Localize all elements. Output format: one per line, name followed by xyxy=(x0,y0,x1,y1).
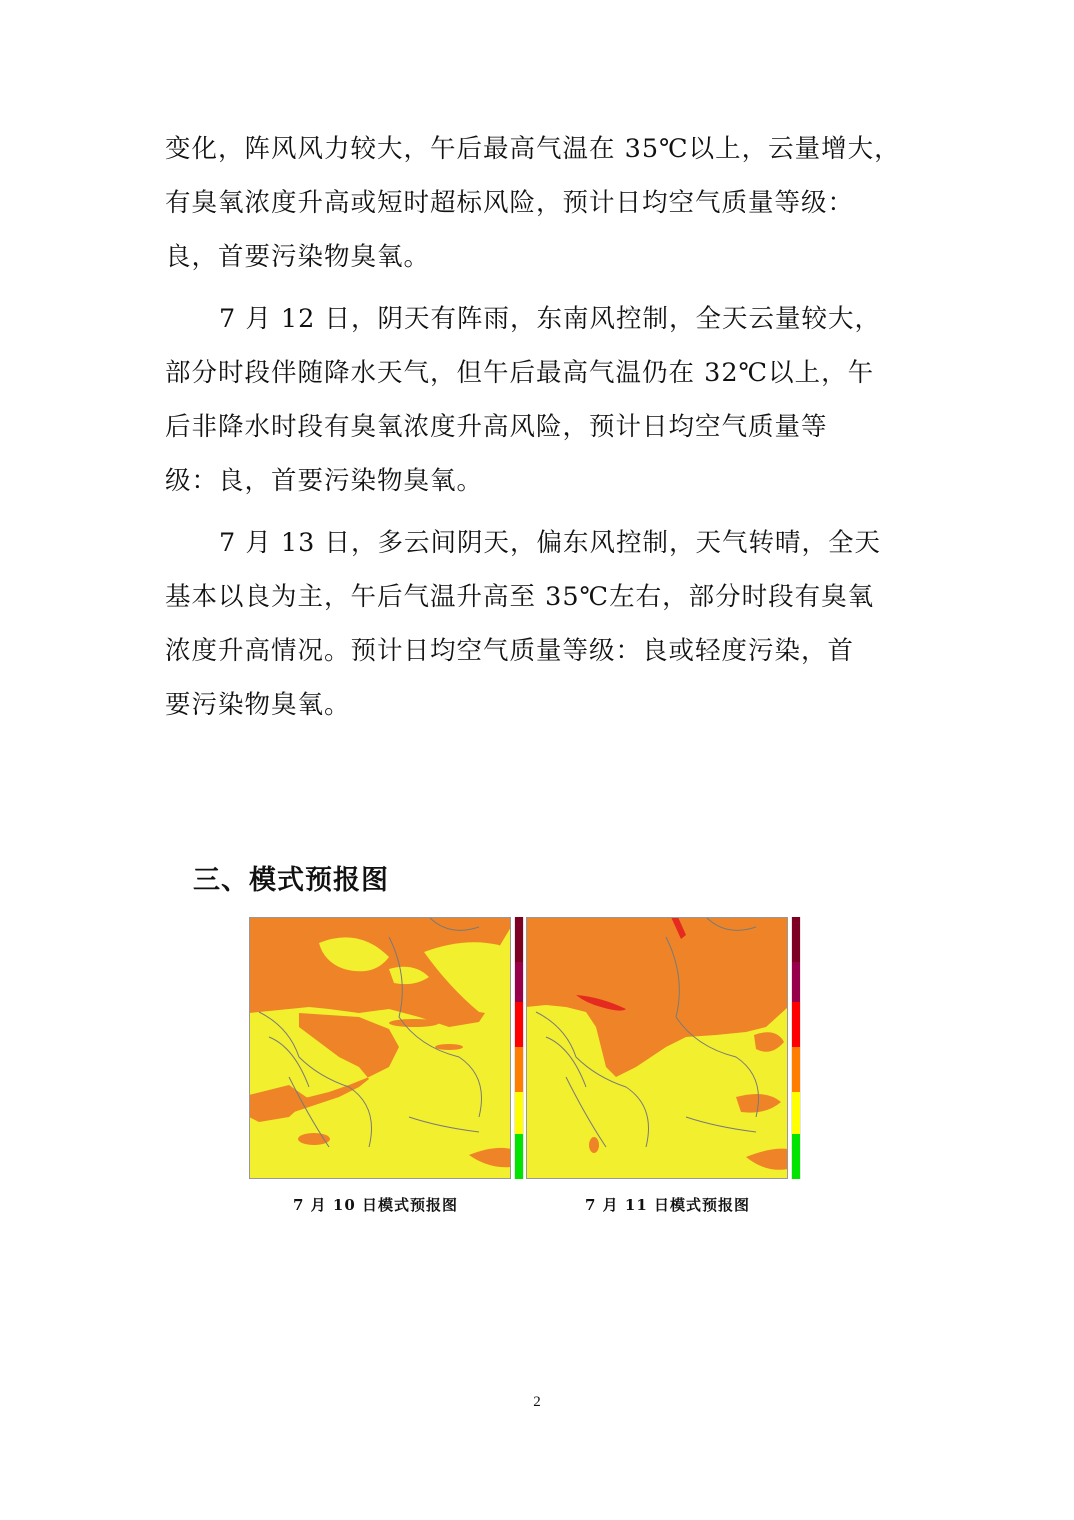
text-line: 变化，阵风风力较大，午后最高气温在 35℃以上，云量增大， xyxy=(165,134,901,164)
text-line: 7 月 13 日，多云间阴天，偏东风控制，天气转晴，全天 xyxy=(219,528,881,558)
forecast-map-jul10 xyxy=(249,917,531,1179)
legend-segment-moderate xyxy=(792,1092,800,1134)
page-number: 2 xyxy=(533,1394,541,1410)
text-line: 基本以良为主，午后气温升高至 35℃左右，部分时段有臭氧 xyxy=(165,582,875,612)
forecast-map-jul11-graphic xyxy=(526,917,808,1179)
legend-segment-moderate-pollution xyxy=(792,1002,800,1047)
text-line: 浓度升高情况。预计日均空气质量等级：良或轻度污染，首 xyxy=(165,636,855,666)
legend-segment-moderate xyxy=(515,1092,523,1134)
orange-blob-2 xyxy=(435,1044,463,1050)
text-line: 级：良，首要污染物臭氧。 xyxy=(165,466,484,496)
text-line: 部分时段伴随降水天气，但午后最高气温仍在 32℃以上，午 xyxy=(165,358,875,388)
paragraph-jul13 xyxy=(165,516,915,732)
text-line: 要污染物臭氧。 xyxy=(165,690,351,720)
text-line: 后非降水时段有臭氧浓度升高风险，预计日均空气质量等 xyxy=(165,412,828,442)
forecast-map-jul11 xyxy=(526,917,808,1179)
text-line: 7 月 12 日，阴天有阵雨，东南风控制，全天云量较大， xyxy=(219,304,881,334)
paragraph-jul12 xyxy=(165,292,915,508)
orange-blob-east2 xyxy=(716,1021,746,1029)
orange-blob-1 xyxy=(389,1019,439,1027)
legend-segment-heavy xyxy=(515,962,523,1002)
legend-segment-light-pollution xyxy=(515,1047,523,1092)
legend-segment-light-pollution xyxy=(792,1047,800,1092)
legend-segment-good xyxy=(792,1134,800,1179)
legend-segment-severe xyxy=(515,917,523,962)
text-line: 有臭氧浓度升高或短时超标风险，预计日均空气质量等级： xyxy=(165,188,855,218)
section-heading: 三、模式预报图 xyxy=(193,865,389,896)
orange-blob-3 xyxy=(298,1133,330,1145)
text-line: 良，首要污染物臭氧。 xyxy=(165,242,431,272)
legend-segment-severe xyxy=(792,917,800,962)
legend-segment-heavy xyxy=(792,962,800,1002)
legend-segment-good xyxy=(515,1134,523,1179)
orange-blob-small xyxy=(589,1137,599,1153)
figure-caption-jul10: 7 月 10 日模式预报图 xyxy=(293,1196,458,1214)
paragraph-jul11-continued xyxy=(165,122,915,284)
legend-segment-moderate-pollution xyxy=(515,1002,523,1047)
figure-caption-jul11: 7 月 11 日模式预报图 xyxy=(585,1196,750,1214)
forecast-map-jul10-graphic xyxy=(249,917,531,1179)
